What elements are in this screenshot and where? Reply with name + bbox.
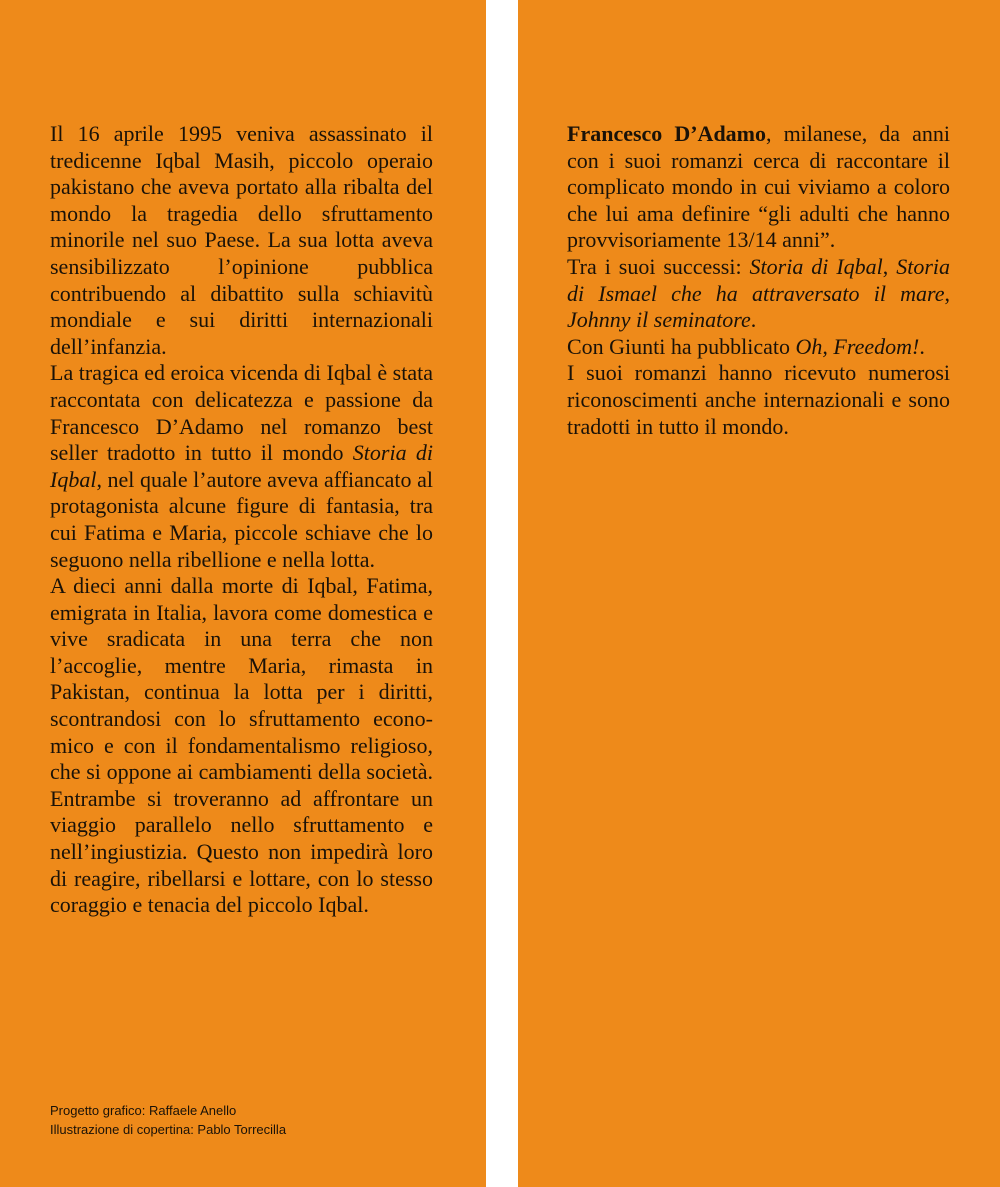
synopsis-paragraph-1: [50, 121, 433, 360]
successes-lead: Tra i suoi successi:: [567, 253, 750, 279]
synopsis-paragraph-2-text-a: La tragica ed eroica vicenda di Iqbal è stata raccontata con delicatezza e passione da Francesco D’Adamo nel romanzo best seller tradotto in tutto il mondo: [50, 360, 433, 466]
credits: [50, 1101, 286, 1139]
giunti-lead: Con Giunti ha pubblicato: [567, 333, 796, 359]
design-credit: Progetto grafico: Raffaele Anello: [50, 1103, 237, 1118]
bio-paragraph-3: [567, 334, 950, 361]
bio-paragraph-4: [567, 360, 950, 440]
book-title-storia-di-iqbal: Storia di Iqbal: [50, 440, 433, 492]
synopsis-paragraph-3-text: A dieci anni dalla morte di Iqbal, Fatima, emigrata in Italia, lavora come domestica e vive sradicata in una terra che non l’accoglie, mentre Maria, rimasta in Pakistan, continua la lotta per i diritti, scontrandosi con lo sfruttamento economico e con il fondamentalismo religioso, che si oppone ai cambiamenti della società. Entrambe si troveranno ad affrontare un viaggio parallelo nello sfruttamento e nell’ingiustizia. Questo non impedirà loro di reagire, ribellarsi e lottare, con lo stesso coraggio e tenacia del piccolo Iqbal.: [50, 573, 433, 918]
synopsis-paragraph-3: [50, 573, 433, 919]
author-bio: [567, 121, 950, 440]
bio-paragraph-1: [567, 121, 950, 254]
book-title-3: Johnny il seminatore: [567, 307, 751, 333]
synopsis-paragraph-2-text-b: , nel quale l’autore aveva affiancato al protagonista alcune figure di fantasia, tra cui Fatima e Maria, piccole schiave che lo seguono nella ribellione e nella lotta.: [50, 466, 433, 572]
synopsis-paragraph-2: [50, 360, 433, 573]
bio-paragraph-2: [567, 254, 950, 334]
giunti-book-title: Oh, Freedom!: [795, 333, 920, 359]
author-name: Francesco D’Adamo: [567, 121, 767, 146]
book-title-2: Storia di Ismael che ha attraversato il mare: [567, 253, 951, 306]
separator-2: ,: [944, 280, 950, 306]
end-period: .: [750, 307, 757, 333]
giunti-end-period: .: [919, 333, 925, 359]
separator-1: ,: [882, 253, 897, 279]
synopsis-paragraph-1-text: Il 16 aprile 1995 veniva assassinato il tredicenne Iqbal Masih, piccolo operaio pakistano che aveva portato alla ribalta del mondo la tragedia dello sfruttamento minorile nel suo Paese. La sua lotta aveva sensibilizzato l’opinione pubblica contribuendo al dibattito sulla schiavitù mondiale e sui diritti internazionali dell’infanzia.: [50, 121, 433, 359]
bio-intro-text: , milanese, da anni con i suoi romanzi cerca di raccontare il complicato mondo in cui viviamo a coloro che lui ama definire “gli adulti che hanno provvisoriamente 13/14 anni”.: [567, 121, 950, 253]
book-title-1: Storia di Iqbal: [749, 253, 883, 279]
awards-text: I suoi romanzi hanno ricevuto numerosi riconoscimenti anche internazionali e sono tradotti in tutto il mondo.: [567, 360, 950, 439]
illustration-credit: Illustrazione di copertina: Pablo Torrecilla: [50, 1122, 287, 1137]
synopsis-text: [50, 121, 433, 919]
